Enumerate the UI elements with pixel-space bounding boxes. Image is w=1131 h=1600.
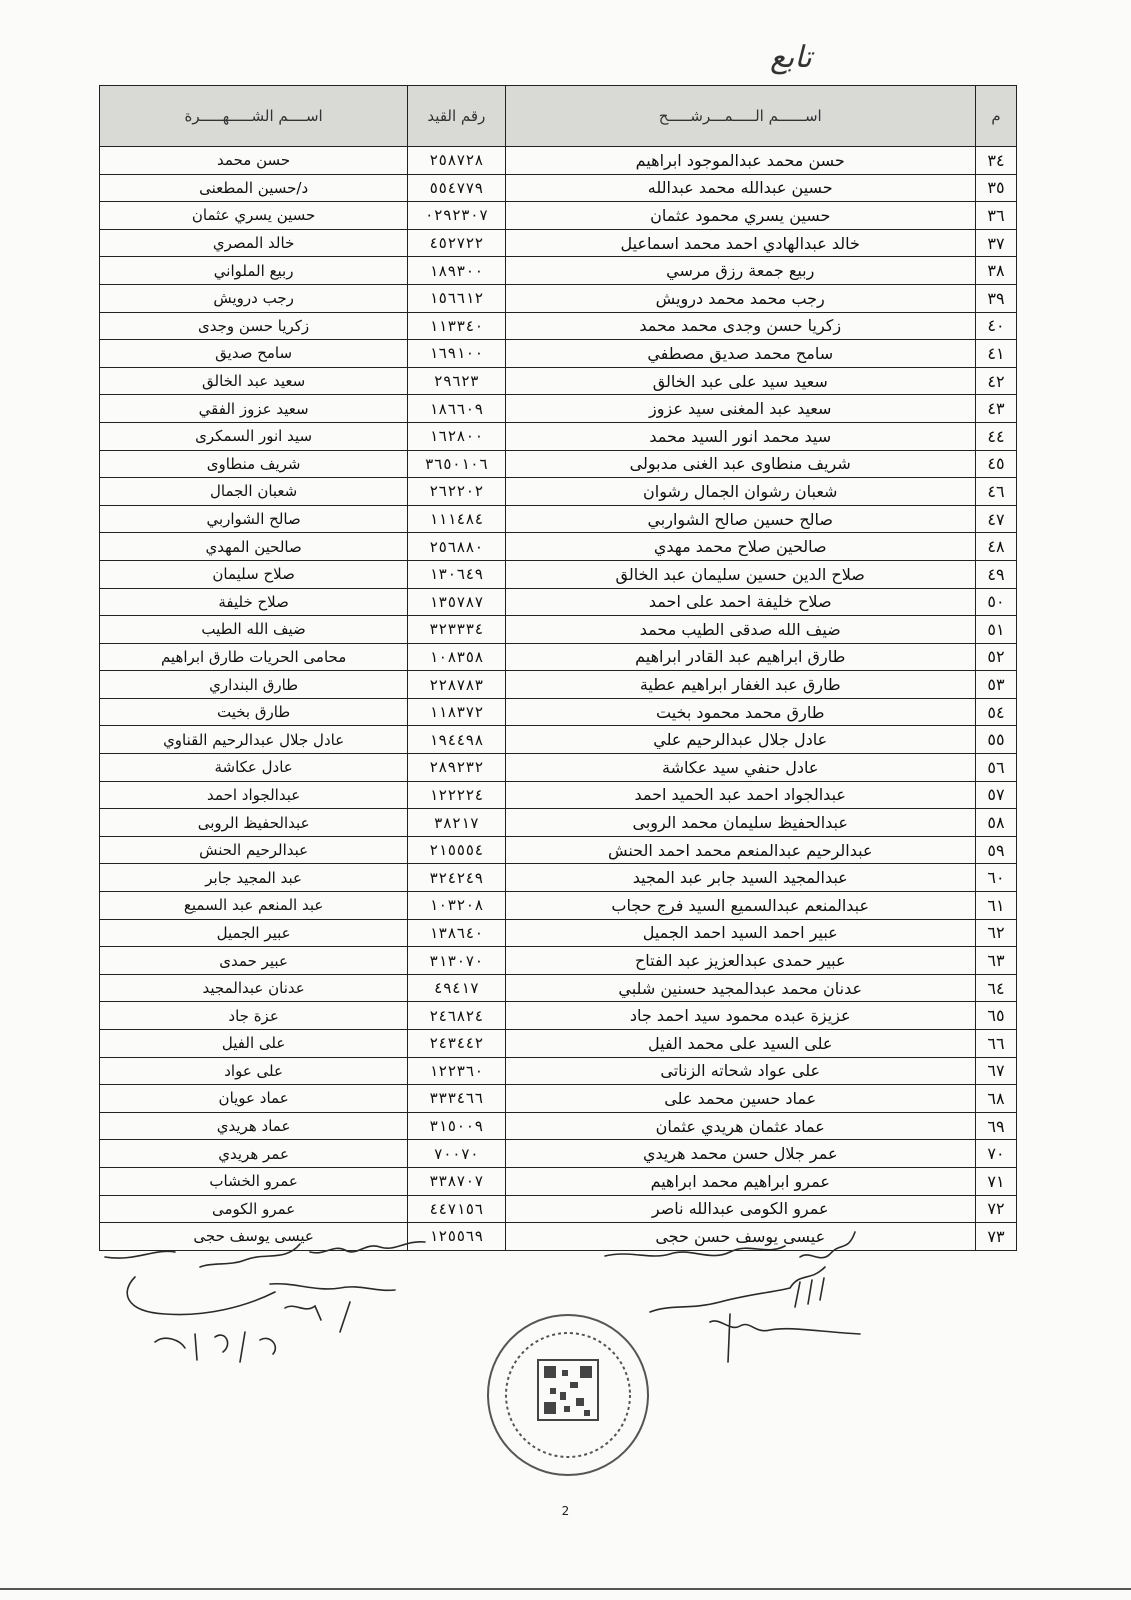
fame-name: عزة جاد	[100, 1002, 408, 1030]
table-row	[100, 229, 1017, 257]
candidate-name: عبدالجواد احمد عبد الحميد احمد	[505, 781, 975, 809]
fame-name: عبير حمدى	[100, 947, 408, 975]
registration-number: ١١٣٣٤٠	[408, 312, 505, 340]
registration-number: ١٦٢٨٠٠	[408, 422, 505, 450]
candidate-name: عمرو الكومى عبدالله ناصر	[505, 1195, 975, 1223]
registration-number: ١٩٤٤٩٨	[408, 726, 505, 754]
registration-number: ٣٢٤٢٤٩	[408, 864, 505, 892]
row-number: ٤٥	[975, 450, 1016, 478]
candidate-name: ضيف الله صدقى الطيب محمد	[505, 616, 975, 644]
registration-number: ٢١٥٥٥٤	[408, 836, 505, 864]
row-number: ٧٢	[975, 1195, 1016, 1223]
row-number: ٣٩	[975, 284, 1016, 312]
registration-number: ٣٨٢١٧	[408, 809, 505, 837]
candidate-name: عادل حنفي سيد عكاشة	[505, 754, 975, 782]
candidate-name: عيسى يوسف حسن حجى	[505, 1223, 975, 1251]
fame-name: د/حسين المطعنى	[100, 174, 408, 202]
row-number: ٤٧	[975, 505, 1016, 533]
table-row	[100, 450, 1017, 478]
row-number: ٤٩	[975, 560, 1016, 588]
bottom-rule	[0, 1588, 1131, 1590]
table-row	[100, 754, 1017, 782]
table-row	[100, 864, 1017, 892]
candidate-name: عبدالرحيم عبدالمنعم محمد احمد الحنش	[505, 836, 975, 864]
registration-number: ١٣٨٦٤٠	[408, 919, 505, 947]
fame-name: عبير الجميل	[100, 919, 408, 947]
row-number: ٤٣	[975, 395, 1016, 423]
table-header	[100, 86, 1017, 147]
candidate-name: عبدالحفيظ سليمان محمد الروبى	[505, 809, 975, 837]
candidate-name: ربيع جمعة رزق مرسي	[505, 257, 975, 285]
candidate-name: صلاح الدين حسين سليمان عبد الخالق	[505, 560, 975, 588]
fame-name: صالح الشواربي	[100, 505, 408, 533]
row-number: ٣٦	[975, 202, 1016, 230]
fame-name: على الفيل	[100, 1030, 408, 1058]
row-number: ٦٤	[975, 974, 1016, 1002]
registration-number: ١٥٦٦١٢	[408, 284, 505, 312]
table-row	[100, 643, 1017, 671]
table-row	[100, 1112, 1017, 1140]
registration-number: ٣٦٥٠١٠٦	[408, 450, 505, 478]
row-number: ٥٧	[975, 781, 1016, 809]
registration-number: ٢٥٦٨٨٠	[408, 533, 505, 561]
registration-number: ١٣٠٦٤٩	[408, 560, 505, 588]
table-row	[100, 340, 1017, 368]
candidate-name: طارق ابراهيم عبد القادر ابراهيم	[505, 643, 975, 671]
table-row	[100, 312, 1017, 340]
row-number: ٤٠	[975, 312, 1016, 340]
registration-number: ١٨٦٦٠٩	[408, 395, 505, 423]
header-fame-name: اســــم الشـــــهـــــرة	[100, 86, 408, 147]
candidate-name: زكريا حسن وجدى محمد محمد	[505, 312, 975, 340]
fame-name: شعبان الجمال	[100, 478, 408, 506]
registration-number: ٣١٣٠٧٠	[408, 947, 505, 975]
fame-name: خالد المصري	[100, 229, 408, 257]
fame-name: رجب درويش	[100, 284, 408, 312]
table-row	[100, 367, 1017, 395]
candidate-name: عماد حسين محمد على	[505, 1085, 975, 1113]
fame-name: عادل جلال عبدالرحيم القناوي	[100, 726, 408, 754]
candidates-table-wrapper	[99, 85, 1017, 1251]
candidate-name: عبير احمد السيد احمد الجميل	[505, 919, 975, 947]
table-row	[100, 974, 1017, 1002]
row-number: ٦٥	[975, 1002, 1016, 1030]
candidate-name: حسين يسري محمود عثمان	[505, 202, 975, 230]
fame-name: طارق بخيت	[100, 698, 408, 726]
table-row	[100, 147, 1017, 175]
table-row	[100, 1057, 1017, 1085]
row-number: ٤٤	[975, 422, 1016, 450]
registration-number: ٢٤٣٤٤٢	[408, 1030, 505, 1058]
fame-name: عبد المنعم عبد السميع	[100, 892, 408, 920]
registration-number: ٣٢٣٣٣٤	[408, 616, 505, 644]
fame-name: صلاح خليفة	[100, 588, 408, 616]
table-row	[100, 836, 1017, 864]
table-row	[100, 892, 1017, 920]
fame-name: طارق البنداري	[100, 671, 408, 699]
table-row	[100, 1030, 1017, 1058]
fame-name: حسن محمد	[100, 147, 408, 175]
fame-name: شريف منطاوى	[100, 450, 408, 478]
row-number: ٥٣	[975, 671, 1016, 699]
row-number: ٧١	[975, 1167, 1016, 1195]
registration-number: ٣٣٨٧٠٧	[408, 1167, 505, 1195]
committee-head-signature	[95, 1222, 455, 1372]
row-number: ٦٧	[975, 1057, 1016, 1085]
registration-number: ١٢٢٢٢٤	[408, 781, 505, 809]
registration-number: ١٢٥٥٦٩	[408, 1223, 505, 1251]
fame-name: عمرو الكومى	[100, 1195, 408, 1223]
table-row	[100, 202, 1017, 230]
row-number: ٦٠	[975, 864, 1016, 892]
row-number: ٦١	[975, 892, 1016, 920]
registration-number: ٢٦٢٢٠٢	[408, 478, 505, 506]
table-row	[100, 257, 1017, 285]
fame-name: عمر هريدي	[100, 1140, 408, 1168]
registration-number: ١٨٩٣٠٠	[408, 257, 505, 285]
table-row	[100, 698, 1017, 726]
fame-name: على عواد	[100, 1057, 408, 1085]
candidates-table	[99, 85, 1017, 1251]
candidate-name: سعيد عبد المغنى سيد عزوز	[505, 395, 975, 423]
candidate-name: عزيزة عبده محمود سيد احمد جاد	[505, 1002, 975, 1030]
registration-number: ٣٣٣٤٦٦	[408, 1085, 505, 1113]
registration-number: ٢٤٦٨٢٤	[408, 1002, 505, 1030]
fame-name: حسين يسري عثمان	[100, 202, 408, 230]
candidate-name: طارق عبد الغفار ابراهيم عطية	[505, 671, 975, 699]
candidate-name: عبدالمجيد السيد جابر عبد المجيد	[505, 864, 975, 892]
registration-number: ٤٤٧١٥٦	[408, 1195, 505, 1223]
candidate-name: على عواد شحاته الزناتى	[505, 1057, 975, 1085]
row-number: ٧٣	[975, 1223, 1016, 1251]
fame-name: محامى الحريات طارق ابراهيم	[100, 643, 408, 671]
registration-number: ٧٠٠٧٠	[408, 1140, 505, 1168]
registration-number: ٣١٥٠٠٩	[408, 1112, 505, 1140]
table-row	[100, 726, 1017, 754]
candidate-name: حسن محمد عبدالموجود ابراهيم	[505, 147, 975, 175]
row-number: ٣٤	[975, 147, 1016, 175]
row-number: ٦٨	[975, 1085, 1016, 1113]
registration-number: ٤٩٤١٧	[408, 974, 505, 1002]
table-row	[100, 1195, 1017, 1223]
table-row	[100, 1167, 1017, 1195]
row-number: ٥٨	[975, 809, 1016, 837]
fame-name: عبدالرحيم الحنش	[100, 836, 408, 864]
candidate-name: عبدالمنعم عبدالسميع السيد فرج حجاب	[505, 892, 975, 920]
table-row	[100, 919, 1017, 947]
registration-number: ٤٥٢٧٢٢	[408, 229, 505, 257]
registration-number: ٢٥٨٧٢٨	[408, 147, 505, 175]
registration-number: ٢٢٨٧٨٣	[408, 671, 505, 699]
fame-name: عمرو الخشاب	[100, 1167, 408, 1195]
table-row	[100, 395, 1017, 423]
candidate-name: شريف منطاوى عبد الغنى مدبولى	[505, 450, 975, 478]
candidate-name: عمر جلال حسن محمد هريدي	[505, 1140, 975, 1168]
registration-number: ١١٨٣٧٢	[408, 698, 505, 726]
table-row	[100, 533, 1017, 561]
table-row	[100, 809, 1017, 837]
row-number: ٤٢	[975, 367, 1016, 395]
table-row	[100, 174, 1017, 202]
official-stamp	[468, 1300, 668, 1490]
candidate-name: صلاح خليفة احمد على احمد	[505, 588, 975, 616]
row-number: ٦٦	[975, 1030, 1016, 1058]
fame-name: عبدالحفيظ الروبى	[100, 809, 408, 837]
candidate-name: صالحين صلاح محمد مهدي	[505, 533, 975, 561]
fame-name: ربيع الملواني	[100, 257, 408, 285]
header-reg-no: رقم القيد	[408, 86, 505, 147]
row-number: ٥١	[975, 616, 1016, 644]
registration-number: ١١١٤٨٤	[408, 505, 505, 533]
candidate-name: سامح محمد صديق مصطفي	[505, 340, 975, 368]
table-row	[100, 422, 1017, 450]
continued-mark: تابع	[770, 40, 812, 75]
fame-name: صالحين المهدي	[100, 533, 408, 561]
candidate-name: صالح حسين صالح الشواربي	[505, 505, 975, 533]
table-row	[100, 1085, 1017, 1113]
candidate-name: حسين عبدالله محمد عبدالله	[505, 174, 975, 202]
table-row	[100, 1140, 1017, 1168]
candidate-name: عدنان محمد عبدالمجيد حسنين شلبي	[505, 974, 975, 1002]
registration-number: ١٣٥٧٨٧	[408, 588, 505, 616]
fame-name: عبد المجيد جابر	[100, 864, 408, 892]
row-number: ٥٦	[975, 754, 1016, 782]
row-number: ٣٨	[975, 257, 1016, 285]
registration-number: ٢٩٦٢٣	[408, 367, 505, 395]
fame-name: صلاح سليمان	[100, 560, 408, 588]
candidate-name: على السيد على محمد الفيل	[505, 1030, 975, 1058]
candidate-name: شعبان رشوان الجمال رشوان	[505, 478, 975, 506]
candidate-name: سعيد سيد على عبد الخالق	[505, 367, 975, 395]
row-number: ٥٢	[975, 643, 1016, 671]
table-row	[100, 284, 1017, 312]
row-number: ٣٥	[975, 174, 1016, 202]
table-row	[100, 781, 1017, 809]
row-number: ٥٠	[975, 588, 1016, 616]
fame-name: سامح صديق	[100, 340, 408, 368]
registration-number: ١٠٨٣٥٨	[408, 643, 505, 671]
fame-name: عماد عويان	[100, 1085, 408, 1113]
header-candidate-name: اســــــم الـــــمـــرشـــــح	[505, 86, 975, 147]
candidate-name: طارق محمد محمود بخيت	[505, 698, 975, 726]
candidate-name: عبير حمدى عبدالعزيز عبد الفتاح	[505, 947, 975, 975]
table-row	[100, 616, 1017, 644]
candidate-name: سيد محمد انور السيد محمد	[505, 422, 975, 450]
row-number: ٥٥	[975, 726, 1016, 754]
fame-name: سيد انور السمكرى	[100, 422, 408, 450]
row-number: ٦٩	[975, 1112, 1016, 1140]
fame-name: عادل عكاشة	[100, 754, 408, 782]
page-number: 2	[561, 1504, 570, 1518]
row-number: ٧٠	[975, 1140, 1016, 1168]
table-body	[100, 147, 1017, 1251]
fame-name: عبدالجواد احمد	[100, 781, 408, 809]
row-number: ٤١	[975, 340, 1016, 368]
registration-number: ١٠٣٢٠٨	[408, 892, 505, 920]
fame-name: عيسى يوسف حجى	[100, 1223, 408, 1251]
registration-number: ٥٥٤٧٧٩	[408, 174, 505, 202]
table-row	[100, 947, 1017, 975]
candidate-name: عماد عثمان هريدي عثمان	[505, 1112, 975, 1140]
table-row	[100, 505, 1017, 533]
table-row	[100, 588, 1017, 616]
candidate-name: رجب محمد محمد درويش	[505, 284, 975, 312]
header-num: م	[975, 86, 1016, 147]
row-number: ٥٤	[975, 698, 1016, 726]
table-row	[100, 1002, 1017, 1030]
table-row	[100, 478, 1017, 506]
fame-name: ضيف الله الطيب	[100, 616, 408, 644]
registration-number: ٠٢٩٢٣٠٧	[408, 202, 505, 230]
fame-name: سعيد عبد الخالق	[100, 367, 408, 395]
fame-name: زكريا حسن وجدى	[100, 312, 408, 340]
row-number: ٣٧	[975, 229, 1016, 257]
row-number: ٤٦	[975, 478, 1016, 506]
candidate-name: خالد عبدالهادي احمد محمد اسماعيل	[505, 229, 975, 257]
row-number: ٥٩	[975, 836, 1016, 864]
registration-number: ١٦٩١٠٠	[408, 340, 505, 368]
table-row	[100, 560, 1017, 588]
candidate-name: عادل جلال عبدالرحيم علي	[505, 726, 975, 754]
row-number: ٦٢	[975, 919, 1016, 947]
row-number: ٤٨	[975, 533, 1016, 561]
candidate-name: عمرو ابراهيم محمد ابراهيم	[505, 1167, 975, 1195]
table-row	[100, 671, 1017, 699]
registration-number: ١٢٢٣٦٠	[408, 1057, 505, 1085]
registration-number: ٢٨٩٢٣٢	[408, 754, 505, 782]
fame-name: سعيد عزوز الفقي	[100, 395, 408, 423]
fame-name: عدنان عبدالمجيد	[100, 974, 408, 1002]
row-number: ٦٣	[975, 947, 1016, 975]
fame-name: عماد هريدي	[100, 1112, 408, 1140]
